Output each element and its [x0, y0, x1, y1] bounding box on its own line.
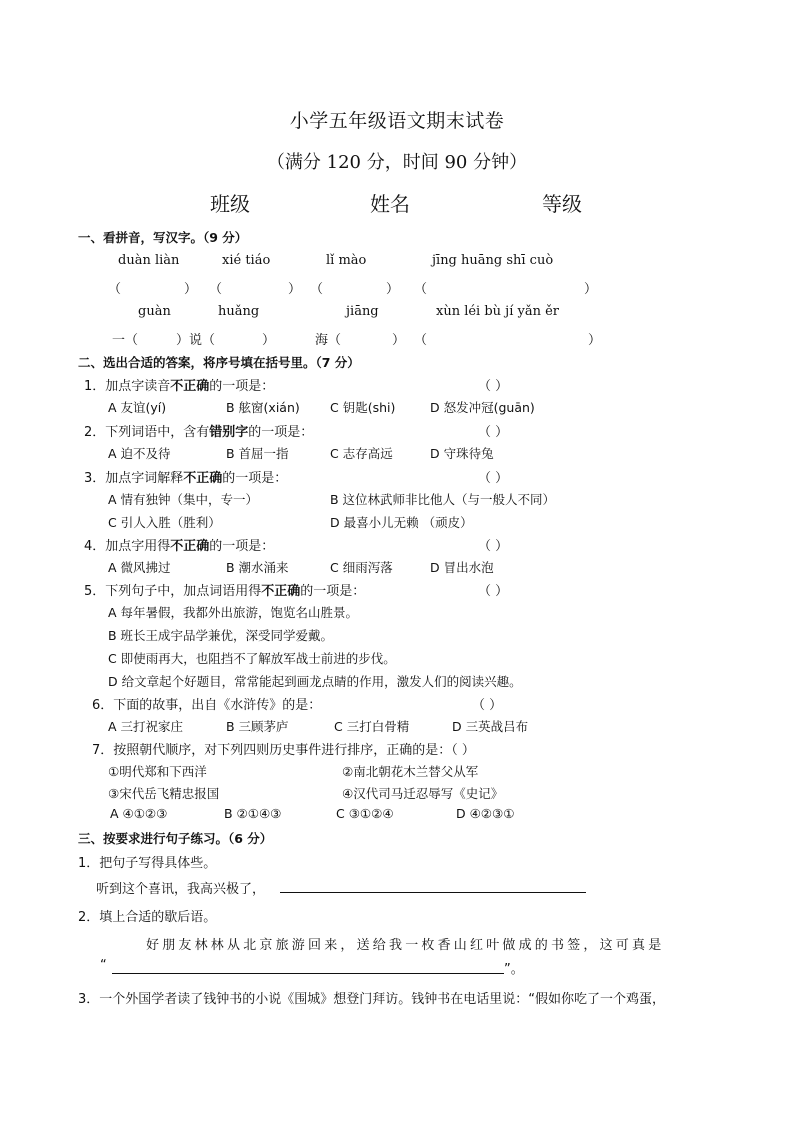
exercise-2: 2．填上合适的歇后语。 — [78, 910, 217, 925]
question-1: 1．加点字读音不正确的一项是： — [84, 379, 275, 394]
option-d: D 冒出水泡 — [430, 560, 494, 575]
option-b: B 这位林武师非比他人（与一般人不同） — [330, 492, 556, 507]
event-item: ①明代郑和下西洋 — [108, 764, 207, 779]
answer-bracket-close: ） — [584, 282, 598, 297]
option-c: C 即使雨再大，也阻挡不了解放军战士前进的步伐。 — [108, 651, 396, 666]
answer-line[interactable] — [280, 892, 586, 893]
option-d: D ④②③① — [456, 806, 515, 821]
section-2-heading: 二、选出合适的答案，将序号填在括号里。（7 分） — [78, 355, 360, 370]
section-3-heading: 三、按要求进行句子练习。（6 分） — [78, 831, 273, 846]
exercise-2-sentence: 好朋友林林从北京旅游回来，送给我一枚香山红叶做成的书签，这可真是 — [146, 938, 665, 953]
class-label: 班级 — [210, 192, 250, 216]
page-title: 小学五年级语文期末试卷 — [289, 110, 505, 132]
option-b: B 班长王成宇品学兼优，深受同学爱戴。 — [108, 628, 334, 643]
option-d: D 怒发冲冠(guān) — [430, 400, 535, 415]
answer-bracket-close: ） — [184, 282, 198, 297]
option-c: C 细雨泻落 — [330, 560, 393, 575]
question-7: 7．按照朝代顺序，对下列四则历史事件进行排序，正确的是：（ ） — [92, 743, 475, 758]
option-a: A 迫不及待 — [108, 446, 171, 461]
option-c: C 志存高远 — [330, 446, 393, 461]
grade-label: 等级 — [542, 192, 582, 216]
question-2: 2．下列词语中，含有错别字的一项是： — [84, 425, 314, 440]
open-quote: “ — [100, 958, 107, 973]
close-quote: ”。 — [504, 962, 524, 977]
option-a: A 情有独钟（集中，专一） — [108, 492, 259, 507]
fill-prefix[interactable]: 海（ — [315, 333, 342, 348]
section-1-heading: 一、看拼音，写汉字。（9 分） — [78, 230, 248, 245]
answer-paren[interactable]: （ ） — [478, 471, 509, 486]
answer-bracket-open[interactable]: （ — [310, 282, 324, 297]
option-a: A 微风拂过 — [108, 560, 171, 575]
answer-paren[interactable]: （ ） — [478, 425, 509, 440]
option-c: C 三打白骨精 — [334, 719, 410, 734]
option-a: A 三打祝家庄 — [108, 719, 184, 734]
option-b: B 舷窗(xián) — [226, 400, 300, 415]
option-a: A ④①②③ — [110, 806, 168, 821]
option-c: C 引人入胜（胜利） — [108, 515, 221, 530]
fill-mid[interactable]: ）说（ — [176, 333, 216, 348]
pinyin-item: jiāng — [346, 304, 379, 319]
option-b: B 潮水涌来 — [226, 560, 289, 575]
exercise-1: 1．把句子写得具体些。 — [78, 856, 217, 871]
exercise-1-sentence: 听到这个喜讯，我高兴极了， — [96, 882, 266, 897]
pinyin-item: jīng huāng shī cuò — [432, 253, 554, 268]
option-c: C ③①②④ — [336, 806, 394, 821]
event-item: ④汉代司马迁忍辱写《史记》 — [342, 786, 504, 801]
pinyin-item: xié tiáo — [222, 253, 271, 268]
option-d: D 最喜小儿无赖 （顽皮） — [330, 515, 473, 530]
pinyin-item: guàn — [138, 304, 171, 319]
option-a: A 友谊(yí) — [108, 400, 167, 415]
option-b: B ②①④③ — [224, 806, 282, 821]
exercise-3: 3．一个外国学者读了钱钟书的小说《围城》想登门拜访。钱钟书在电话里说：“假如你吃了一个鸡蛋， — [78, 992, 666, 1007]
fill-prefix[interactable]: 一（ — [112, 333, 139, 348]
option-b: B 三顾茅庐 — [226, 719, 289, 734]
answer-paren[interactable]: （ ） — [478, 539, 509, 554]
answer-paren[interactable]: （ ） — [478, 584, 509, 599]
event-item: ③宋代岳飞精忠报国 — [108, 786, 220, 801]
option-d: D 守珠待兔 — [430, 446, 494, 461]
pinyin-item: xùn léi bù jí yǎn ěr — [436, 304, 560, 319]
option-d: D 三英战吕布 — [452, 719, 529, 734]
pinyin-item: lǐ mào — [326, 253, 367, 268]
answer-line[interactable] — [112, 973, 504, 974]
question-4: 4．加点字用得不正确的一项是： — [84, 539, 275, 554]
answer-paren[interactable]: （ ） — [478, 379, 509, 394]
event-item: ②南北朝花木兰替父从军 — [342, 764, 479, 779]
page-subtitle: （满分 120 分，时间 90 分钟） — [266, 152, 528, 173]
answer-bracket-open[interactable]: （ — [209, 282, 223, 297]
option-b: B 首屈一指 — [226, 446, 289, 461]
answer-bracket-close: ） — [588, 333, 602, 348]
option-d: D 给文章起个好题目，常常能起到画龙点睛的作用，激发人们的阅读兴趣。 — [108, 674, 522, 689]
option-c: C 钥匙(shi) — [330, 400, 396, 415]
option-a: A 每年暑假，我都外出旅游，饱览名山胜景。 — [108, 605, 359, 620]
pinyin-item: duàn liàn — [118, 253, 180, 268]
answer-bracket-open[interactable]: （ — [414, 333, 428, 348]
answer-bracket-open[interactable]: （ — [414, 282, 428, 297]
question-3: 3．加点字词解释不正确的一项是： — [84, 471, 288, 486]
question-6: 6．下面的故事，出自《水浒传》的是： — [92, 698, 322, 713]
answer-paren[interactable]: （ ） — [472, 698, 503, 713]
question-5: 5．下列句子中，加点词语用得不正确的一项是： — [84, 584, 366, 599]
pinyin-item: huǎng — [218, 304, 260, 319]
name-label: 姓名 — [370, 192, 410, 216]
answer-bracket-open[interactable]: （ — [108, 282, 122, 297]
answer-bracket-close: ） — [288, 282, 302, 297]
answer-bracket-close: ） — [386, 282, 400, 297]
answer-bracket-close: ） — [392, 333, 406, 348]
answer-bracket-close: ） — [262, 333, 276, 348]
